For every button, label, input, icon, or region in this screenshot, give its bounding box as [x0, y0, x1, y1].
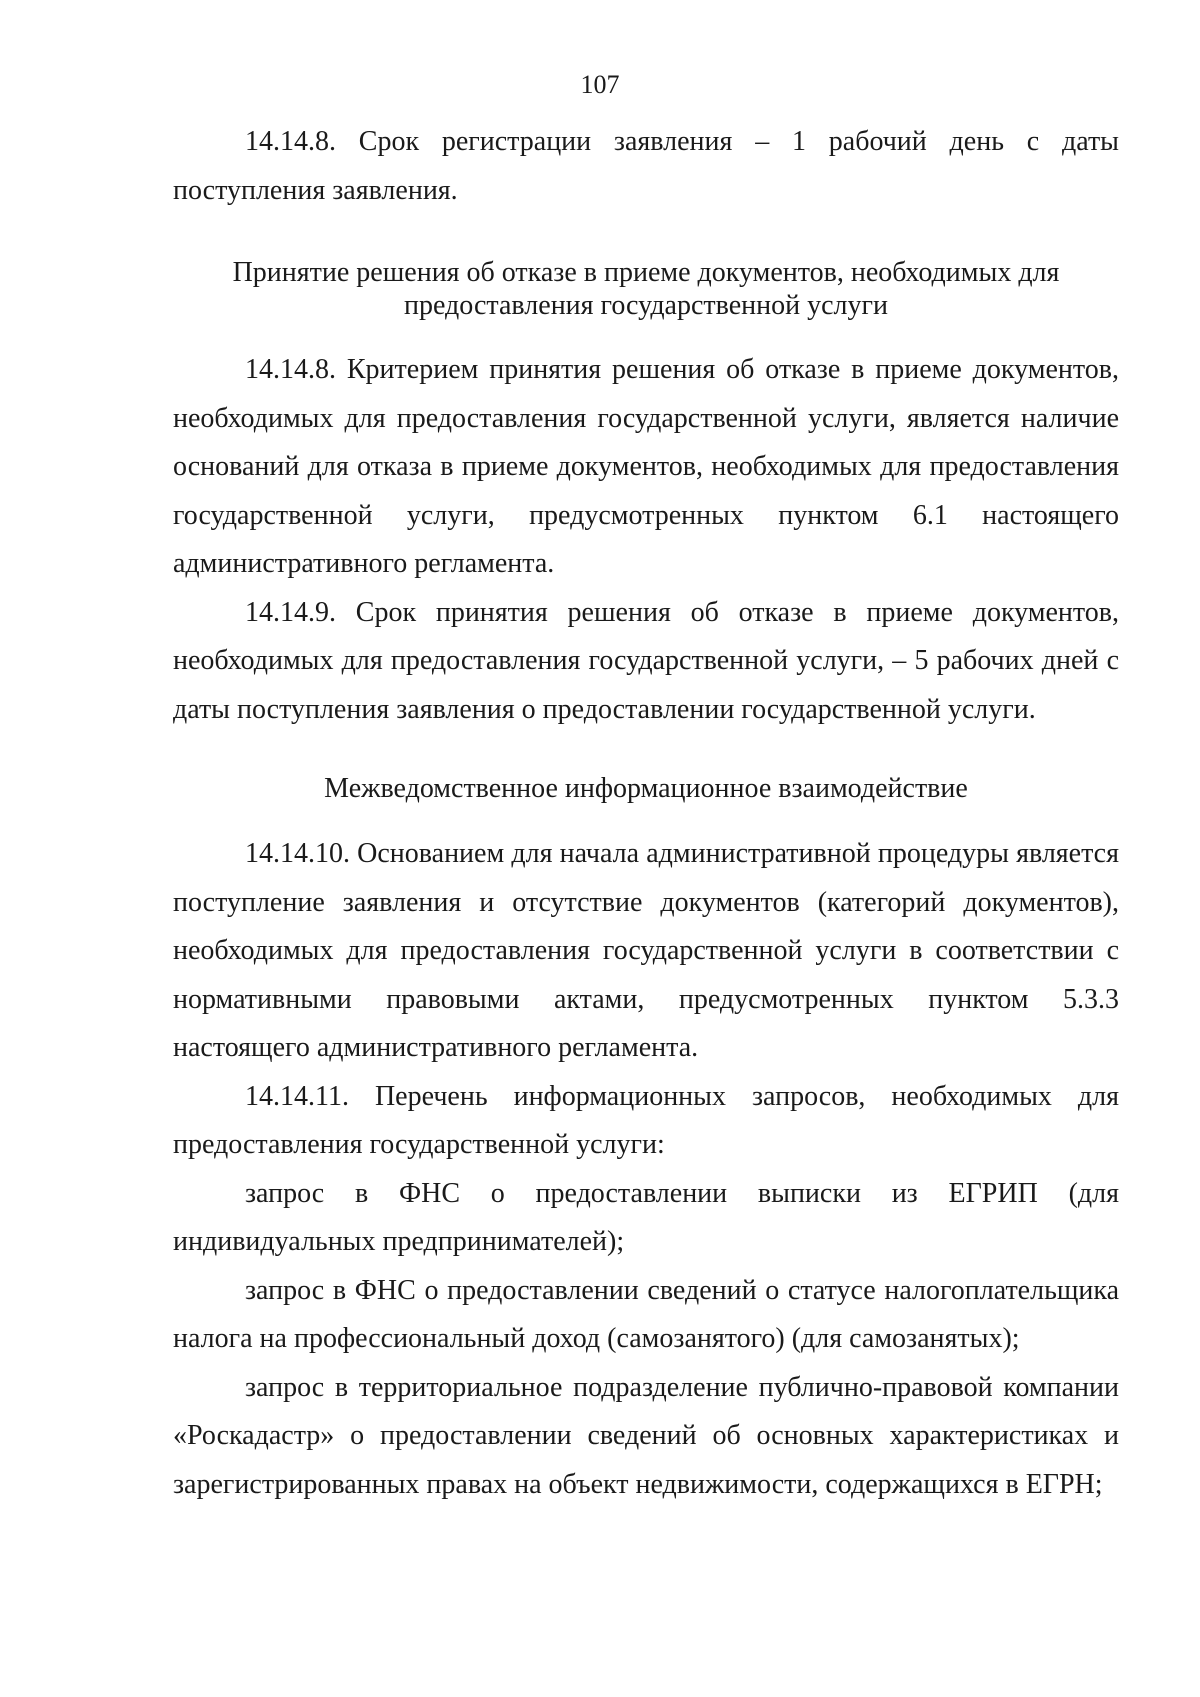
list-item-request-roskadastr: запрос в территориальное подразделение публично-правовой компании «Роскадастр» о предоставлении сведений об основных характеристиках и зарегистрированных правах на объект недвижимости, содержащихся в ЕГРН; — [173, 1371, 1119, 1500]
paragraph-14-14-8-criterion: 14.14.8. Критерием принятия решения об отказе в приеме документов, необходимых для предоставления государственной услуги, является наличие оснований для отказа в приеме документов, необходимых для предоставления государственной услуги, предусмотренных пунктом 6.1 настоящего административного регламента. — [173, 354, 1119, 579]
list-item-request-egrip: запрос в ФНС о предоставлении выписки из ЕГРИП (для индивидуальных предпринимателей); — [173, 1177, 1119, 1257]
page-number: 107 — [580, 70, 620, 99]
section-heading-interagency: Межведомственное информационное взаимодействие — [324, 773, 968, 804]
document-body — [173, 118, 1119, 1509]
section-heading-refusal-decision: Принятие решения об отказе в приеме документов, необходимых для предоставления государственной услуги — [232, 257, 1060, 321]
paragraph-14-14-8-registration: 14.14.8. Срок регистрации заявления – 1 рабочий день с даты поступления заявления. — [173, 126, 1119, 206]
list-item-request-self-employed: запрос в ФНС о предоставлении сведений о статусе налогоплательщика налога на профессиональный доход (самозанятого) (для самозанятых); — [173, 1274, 1119, 1354]
paragraph-14-14-9: 14.14.9. Срок принятия решения об отказе в приеме документов, необходимых для предоставления государственной услуги, – 5 рабочих дней с даты поступления заявления о предоставлении государственной услуги. — [173, 596, 1119, 725]
paragraph-14-14-10: 14.14.10. Основанием для начала административной процедуры является поступление заявления и отсутствие документов (категорий документов), необходимых для предоставления государственной услуги в соответствии с нормативными правовыми актами, предусмотренных пунктом 5.3.3 настоящего административного регламента. — [173, 838, 1119, 1063]
paragraph-14-14-11: 14.14.11. Перечень информационных запросов, необходимых для предоставления государственной услуги: — [173, 1080, 1119, 1160]
